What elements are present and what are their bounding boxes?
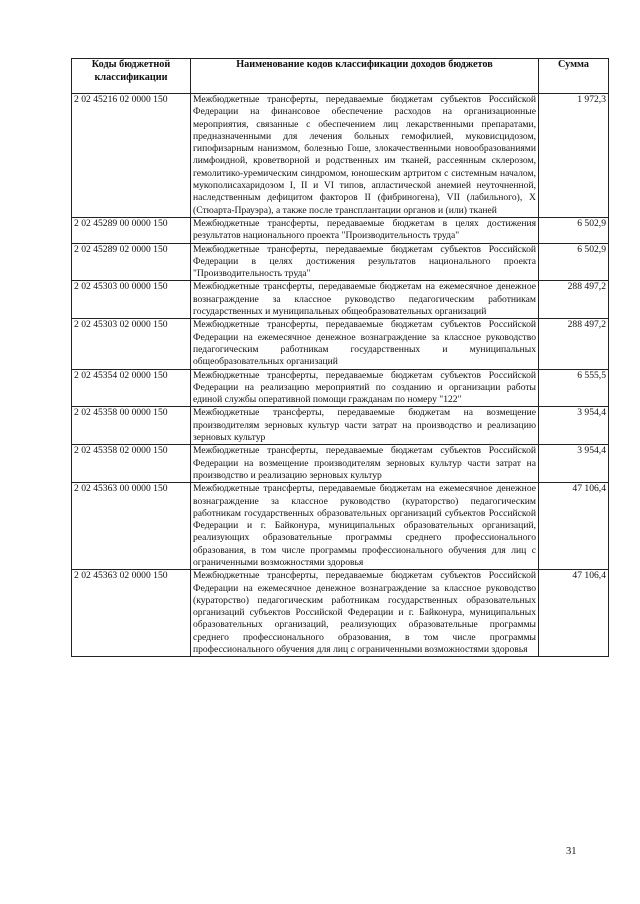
header-name: Наименование кодов классификации доходов бюджетов <box>191 59 539 94</box>
table-row <box>72 445 609 483</box>
row-name: Межбюджетные трансферты, передаваемые бюджетам субъектов Российской Федерации в целях достижения результатов национального проекта "Производительность труда" <box>191 243 539 281</box>
table-row <box>72 281 609 319</box>
row-sum: 6 502,9 <box>539 217 609 243</box>
row-name: Межбюджетные трансферты, передаваемые бюджетам на возмещение производителям зерновых культур части затрат на производство и реализацию зерновых культур <box>191 407 539 445</box>
row-code: 2 02 45363 02 0000 150 <box>72 570 191 657</box>
row-sum: 47 106,4 <box>539 570 609 657</box>
row-name: Межбюджетные трансферты, передаваемые бюджетам на ежемесячное денежное вознаграждение за классное руководство (кураторство) педагогическим работникам государственных образовательных организаций субъектов Российской Федерации и г. Байконура, муниципальных образовательных организаций, реализующих образовательные программы среднего профессионального образования, в том числе программы профессионального обучения для лиц с ограниченными возможностями здоровья <box>191 483 539 570</box>
budget-revenue-table <box>71 58 609 657</box>
header-code: Коды бюджетной классификации <box>72 59 191 94</box>
row-code: 2 02 45289 00 0000 150 <box>72 217 191 243</box>
row-sum: 288 497,2 <box>539 319 609 369</box>
table-row <box>72 407 609 445</box>
table-row <box>72 369 609 407</box>
table-row <box>72 570 609 657</box>
page-number: 31 <box>566 846 577 857</box>
row-sum: 47 106,4 <box>539 483 609 570</box>
row-sum: 6 555,5 <box>539 369 609 407</box>
row-name: Межбюджетные трансферты, передаваемые бюджетам субъектов Российской Федерации на реализацию мероприятий по созданию и организации работы единой службы оперативной помощи гражданам по номеру "122" <box>191 369 539 407</box>
row-name: Межбюджетные трансферты, передаваемые бюджетам в целях достижения результатов национального проекта "Производительность труда" <box>191 217 539 243</box>
table-row <box>72 94 609 218</box>
row-sum: 3 954,4 <box>539 407 609 445</box>
row-sum: 288 497,2 <box>539 281 609 319</box>
row-sum: 6 502,9 <box>539 243 609 281</box>
table-header-row <box>72 59 609 94</box>
table-row <box>72 243 609 281</box>
row-name: Межбюджетные трансферты, передаваемые бюджетам субъектов Российской Федерации на ежемесячное денежное вознаграждение за классное руководство педагогическим работникам государственных и муниципальных общеобразовательных организаций <box>191 319 539 369</box>
row-code: 2 02 45303 00 0000 150 <box>72 281 191 319</box>
row-name: Межбюджетные трансферты, передаваемые бюджетам субъектов Российской Федерации на финансовое обеспечение расходов на организационные мероприятия, связанные с обеспечением лиц лекарственными препаратами, предназначенными для лечения больных гемофилией, муковисцидозом, гипофизарным нанизмом, болезнью Гоше, злокачественными новообразованиями лимфоидной, кроветворной и родственных им тканей, рассеянным склерозом, гемолитико-уремическим синдромом, юношеским артритом с системным началом, мукополисахаридозом I, II и VI типов, апластической анемией неуточненной, наследственным дефицитом факторов II (фибриногена), VII (лабильного), X (Стюарта-Прауэра), а также после трансплантации органов и (или) тканей <box>191 94 539 218</box>
table-row <box>72 319 609 369</box>
row-code: 2 02 45358 00 0000 150 <box>72 407 191 445</box>
row-code: 2 02 45363 00 0000 150 <box>72 483 191 570</box>
table-row <box>72 483 609 570</box>
row-sum: 3 954,4 <box>539 445 609 483</box>
row-code: 2 02 45303 02 0000 150 <box>72 319 191 369</box>
row-code: 2 02 45289 02 0000 150 <box>72 243 191 281</box>
header-sum: Сумма <box>539 59 609 94</box>
row-name: Межбюджетные трансферты, передаваемые бюджетам субъектов Российской Федерации на возмещение производителям зерновых культур части затрат на производство и реализацию зерновых культур <box>191 445 539 483</box>
row-name: Межбюджетные трансферты, передаваемые бюджетам субъектов Российской Федерации на ежемесячное денежное вознаграждение за классное руководство (кураторство) педагогическим работникам государственных образовательных организаций субъектов Российской Федерации и г. Байконура, муниципальных образовательных организаций, реализующих образовательные программы среднего профессионального образования, в том числе программы профессионального обучения для лиц с ограниченными возможностями здоровья <box>191 570 539 657</box>
row-code: 2 02 45358 02 0000 150 <box>72 445 191 483</box>
row-code: 2 02 45216 02 0000 150 <box>72 94 191 218</box>
row-sum: 1 972,3 <box>539 94 609 218</box>
row-name: Межбюджетные трансферты, передаваемые бюджетам на ежемесячное денежное вознаграждение за классное руководство педагогическим работникам государственных и муниципальных общеобразовательных организаций <box>191 281 539 319</box>
row-code: 2 02 45354 02 0000 150 <box>72 369 191 407</box>
table-row <box>72 217 609 243</box>
